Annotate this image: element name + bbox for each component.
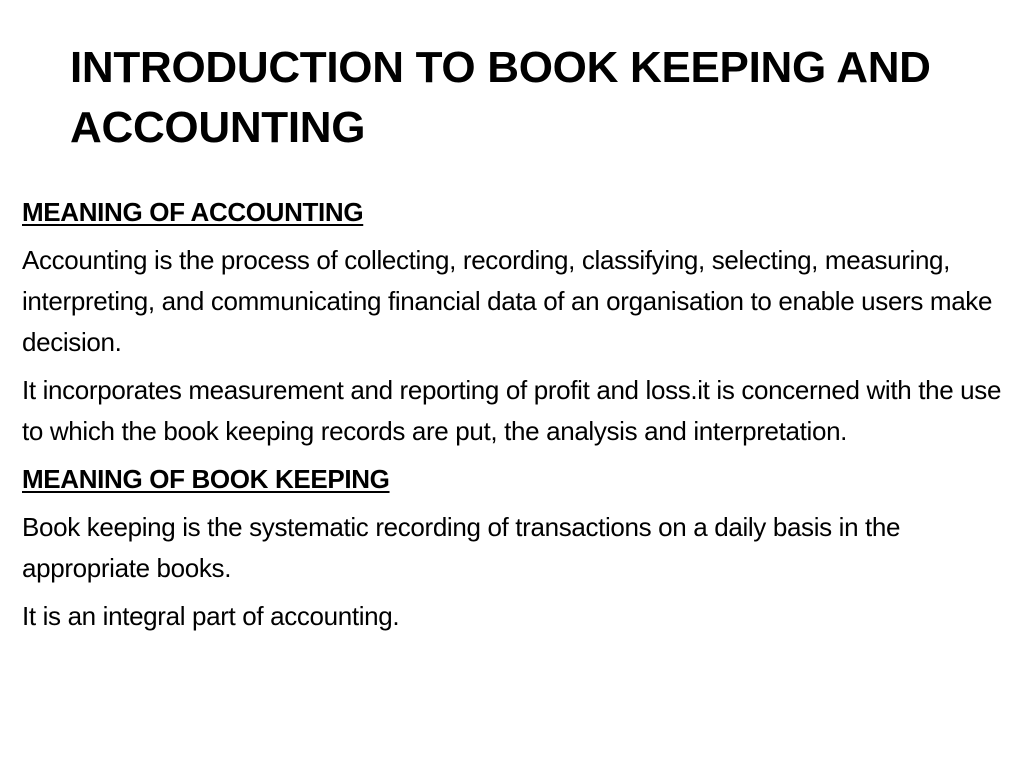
accounting-heading: MEANING OF ACCOUNTING — [22, 197, 364, 227]
accounting-scope-paragraph: It incorporates measurement and reporting of profit and loss.it is concerned with the use to which the book keeping records are put, the analysis and interpretation. — [22, 375, 1002, 446]
slide-body — [22, 192, 1002, 644]
slide-title: INTRODUCTION TO BOOK KEEPING AND ACCOUNTING — [70, 43, 931, 152]
book-keeping-heading: MEANING OF BOOK KEEPING — [22, 464, 390, 494]
book-keeping-definition-paragraph: Book keeping is the systematic recording of transactions on a daily basis in the appropriate books. — [22, 512, 901, 583]
accounting-definition-paragraph: Accounting is the process of collecting, recording, classifying, selecting, measuring, interpreting, and communicating financial data of an organisation to enable users make decision. — [22, 245, 993, 357]
book-keeping-role-paragraph: It is an integral part of accounting. — [22, 601, 400, 631]
